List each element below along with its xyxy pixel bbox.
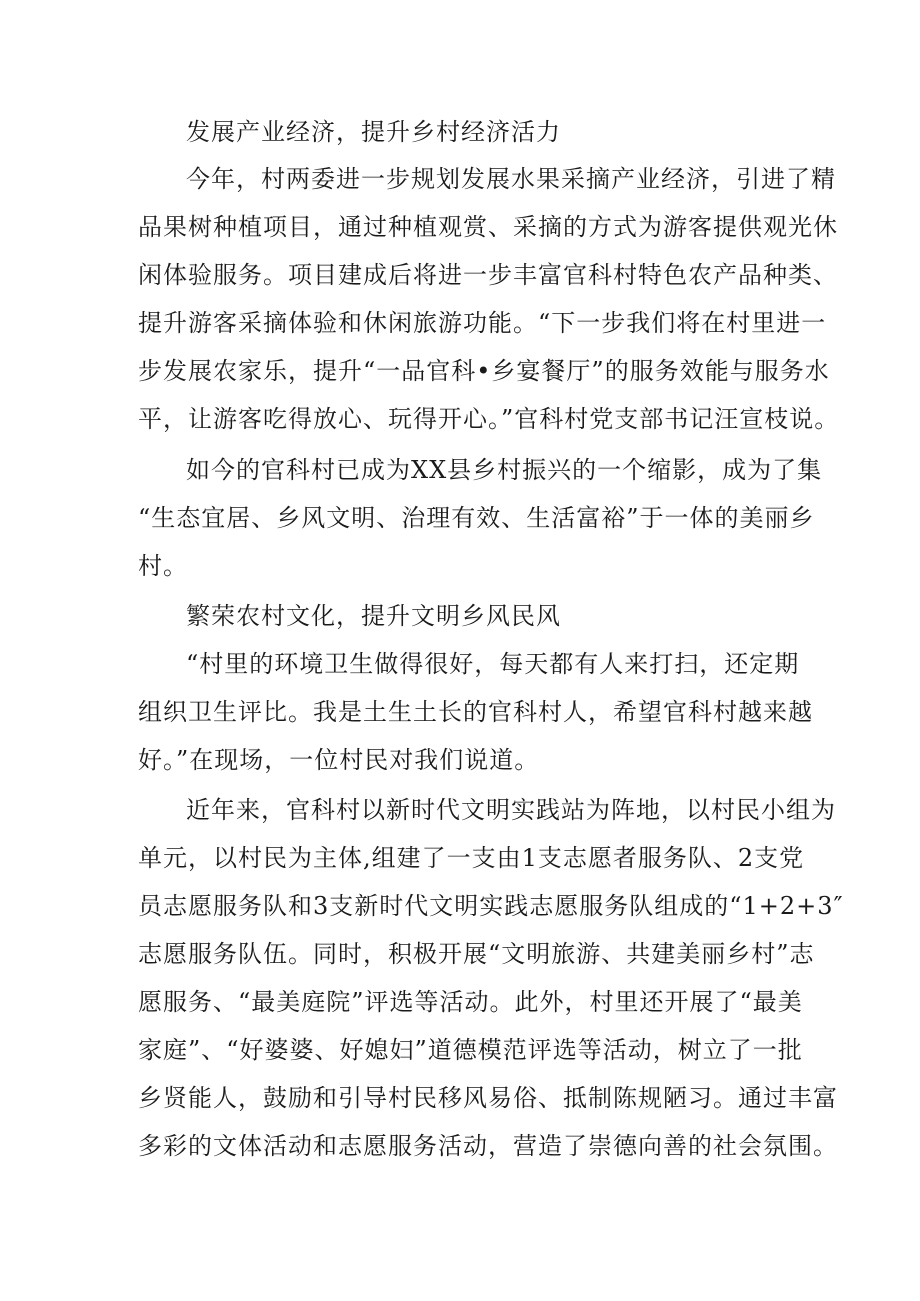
paragraph-line: 家庭”、“好婆婆、好媳妇”道德模范评选等活动，树立了一批	[138, 1036, 803, 1064]
section-heading: 发展产业经济，提升乡村经济活力	[186, 118, 561, 146]
paragraph-line: 愿服务、“最美庭院”评选等活动。此外，村里还开展了“最美	[138, 988, 803, 1016]
paragraph-line: 提升游客采摘体验和休闲旅游功能。“下一步我们将在村里进一	[138, 309, 827, 337]
paragraph-line: 如今的官科村已成为XX县乡村振兴的一个缩影，成为了集	[186, 456, 823, 484]
paragraph-line: 志愿服务队伍。同时，积极开展“文明旅游、共建美丽乡村”志	[138, 940, 815, 968]
paragraph-line: 今年，村两委进一步规划发展水果采摘产业经济，引进了精	[186, 165, 836, 193]
paragraph-line: 村。	[138, 552, 188, 580]
paragraph-line: 组织卫生评比。我是土生土长的官科村人，希望官科村越来越	[138, 698, 813, 726]
paragraph-line: 步发展农家乐，提升“一品官科•乡宴餐厅”的服务效能与服务水	[138, 357, 830, 385]
paragraph-line: 近年来，官科村以新时代文明实践站为阵地，以村民小组为	[186, 796, 836, 824]
paragraph-line: 闲体验服务。项目建成后将进一步丰富官科村特色农产品种类、	[138, 261, 838, 289]
paragraph-line: 单元，以村民为主体,组建了一支由1支志愿者服务队、2支党	[138, 844, 805, 872]
paragraph-line: 员志愿服务队和3支新时代文明实践志愿服务队组成的“1+2+3″	[138, 892, 844, 920]
paragraph-line: 好。”在现场，一位村民对我们说道。	[138, 746, 540, 774]
paragraph-line: 乡贤能人，鼓励和引导村民移风易俗、抵制陈规陋习。通过丰富	[138, 1084, 838, 1112]
paragraph-line: 多彩的文体活动和志愿服务活动，营造了崇德向善的社会氛围。	[138, 1132, 838, 1160]
paragraph-line: 品果树种植项目，通过种植观赏、采摘的方式为游客提供观光休	[138, 213, 838, 241]
paragraph-line: “村里的环境卫生做得很好，每天都有人来打扫，还定期	[186, 650, 800, 678]
section-heading: 繁荣农村文化，提升文明乡风民风	[186, 602, 561, 630]
paragraph-line: 平，让游客吃得放心、玩得开心。”官科村党支部书记汪宣枝说。	[138, 405, 840, 433]
paragraph-line: “生态宜居、乡风文明、治理有效、生活富裕”于一体的美丽乡	[138, 504, 815, 532]
